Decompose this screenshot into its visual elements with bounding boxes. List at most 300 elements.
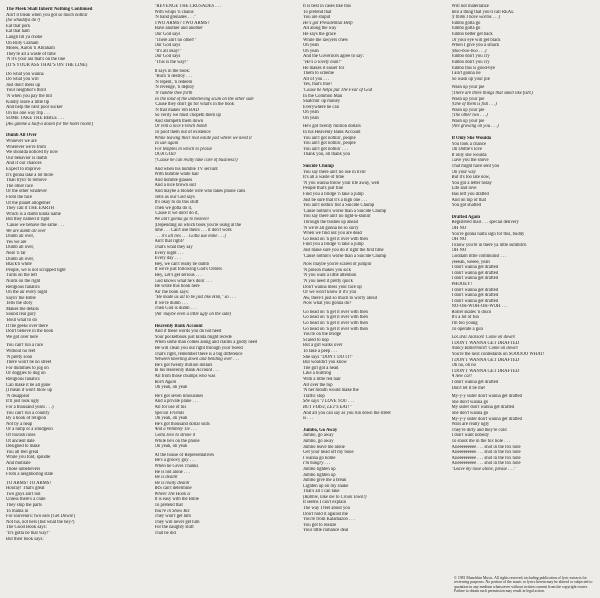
lyric-line: And humble glasses (154, 177, 193, 183)
lyric-line: They will never get him (154, 519, 200, 525)
lyric-line: The girl got a head (303, 365, 339, 371)
lyric-line: "This is the way!" (154, 59, 189, 65)
lyric-line: "He made us all to be just like Him," so . . . (154, 295, 236, 301)
song-title: Dumb All Over (6, 133, 37, 139)
lyric-line: between kneeling down and bending over . . . (154, 357, 240, 363)
lyric-line: You're gonna halfa sign for this, buddy (451, 231, 525, 237)
lyric-line: 'N that makes 'em BAD (154, 107, 199, 113)
lyric-line: 'N pretty soon (6, 354, 33, 360)
lyric-line: All for use of his (154, 404, 187, 410)
lyric-line: 'N when you pay the bill (6, 93, 53, 99)
lyric-line: While leaving their real estate just where we need it (154, 135, 252, 141)
lyric-line: Eat that pork (6, 23, 31, 29)
lyric-line: You're from Kalamazoo . . . (303, 517, 355, 523)
lyric-line: 'N we're all gonna be so sorry (303, 225, 359, 231)
lyric-line: While he's on the phone (154, 438, 200, 444)
lyric-line: For souvenirs: two ears (Get Down!) (6, 514, 76, 520)
lyric-line: IRS can't determine (154, 486, 192, 492)
lyric-line: Hey, we can't really be dumb (154, 261, 209, 267)
lyric-line: He's got thousand dollar suits (154, 421, 210, 427)
lyric-line: And a private plane . . . (154, 399, 199, 405)
lyric-line: It seems I can't explain (303, 500, 347, 506)
lyric-line: "It's all okay!" (154, 48, 182, 54)
lyric-line: Just don't mess up (6, 82, 41, 88)
lyric-line: Will not materialize (451, 4, 489, 9)
lyric-line: Near 'n far (6, 250, 26, 256)
lyric-line: And if these words you do not heed (154, 329, 222, 335)
lyric-line: That's what they say (154, 244, 193, 250)
lyric-line: You ain't got nothin', people (303, 141, 356, 147)
lyric-line: Like a bullfrog (303, 371, 332, 377)
lyric-line: 'Cause we behave the same . . . (6, 222, 65, 228)
lyric-line: ('Cause he can really take care of business!) (154, 158, 238, 164)
lyric-line: Eat that ham (6, 29, 30, 35)
lyric-line: He's got seven limousines (154, 393, 204, 399)
lyric-line: Sound real gory (6, 312, 36, 318)
lyric-line: Oh yeah (303, 115, 319, 121)
lyric-line: OH NO (451, 225, 467, 231)
lyric-line: An' the book says: (154, 289, 190, 295)
lyric-line: You say there ain't no use in livin' (303, 169, 367, 175)
lyric-column-3 (303, 4, 446, 598)
lyric-line: That might have sent you (451, 164, 500, 170)
lyric-line: To mama in (6, 508, 29, 514)
lyric-line: Go head on 'n get it over with then (303, 321, 368, 327)
lyric-line: Moses, Aaron 'n Abraham (6, 46, 55, 52)
lyric-line: Tells us our God says (154, 194, 195, 200)
lyric-line: That's right, remember there is a big difference (154, 351, 243, 357)
lyric-line: Registered mail . . . special delivery (451, 220, 519, 226)
lyric-line: When he Gives Thanks (154, 463, 199, 469)
lyric-line: It'll just look ugly (6, 399, 40, 405)
lyric-line: Life and love (451, 186, 477, 192)
lyric-line: People, we is not scrapped tight (6, 267, 66, 273)
lyric-line: Scared to hop (303, 337, 329, 343)
lyric-line: Jumbo don't you cry (451, 59, 490, 65)
lyric-line: And on top of that (451, 197, 486, 203)
lyric-line: He makes it easier for (303, 65, 345, 71)
lyric-line: Jumbo gotta go (451, 26, 481, 32)
lyric-line: LoCaVa Jackson! Come on down! (451, 335, 516, 341)
lyric-line: It says in the book: (154, 68, 191, 74)
lyric-line: SOME TAKE THE BIBLE . . . (6, 116, 65, 122)
lyric-line: We shoulda noticed by now (6, 150, 58, 156)
lyric-line: BUT FIRST, LET'S EAT!" (303, 404, 352, 410)
lyric-line: A new car! (451, 374, 472, 380)
lyric-line: Unless there's a crate (6, 497, 46, 503)
lyric-line: 'N you wanna throw your life away, well (303, 180, 380, 186)
lyric-line: With whips 'n chains (154, 9, 194, 15)
lyric-line: Wash up your pie (451, 107, 485, 113)
lyric-line: At the house of Representatives (154, 452, 215, 458)
lyric-line: Makes the details (6, 306, 39, 312)
lyric-line: Or the other whatever (6, 189, 47, 195)
lyric-line: But wouldn't you know (303, 360, 347, 366)
lyric-line: Roller skates 'n disco (451, 309, 492, 315)
lyric-line: PHOOEY! (451, 281, 473, 287)
lyric-line: yeeeah, weeee, yeah (451, 259, 490, 265)
lyric-line: (I mean it won't blow up (6, 388, 53, 394)
lyric-line: For the naughty stuff (154, 525, 194, 531)
lyric-line: You can't run a country (6, 410, 50, 416)
lyric-line: OH NO (451, 237, 467, 243)
lyric-line: Gotta love to stroke it (154, 432, 196, 438)
lyric-line: My-y-y sister don't wanna get drafted (451, 416, 522, 422)
song-title: Drafted Again (451, 214, 481, 220)
lyric-line: Into a thing that you'd call REAL (451, 9, 515, 15)
lyric-line: 'N it's your ass that's on the line (6, 57, 66, 63)
lyric-line: Snatchin' up money (303, 99, 341, 105)
lyric-line: (Are growing on you . . .) (451, 124, 499, 130)
lyric-line: Aiieeeeeeeee . . . shot in the fox hole (451, 461, 521, 467)
lyric-line: Don't believe in the book (6, 329, 54, 335)
lyric-line: (There are three things that smell like fish!) (451, 90, 533, 96)
lyric-line: Now maybe you're scared of jumpin' (303, 262, 372, 268)
lyric-line: time . . . Can't use theirs . . . it don't work (154, 228, 232, 234)
lyric-line: She don't wanna go (451, 410, 489, 416)
lyric-line: I don't want nobody (451, 433, 489, 439)
lyric-line: Jumbo lighten up (303, 472, 336, 478)
lyric-line: She says "I LOVE YOU . . . (303, 399, 355, 405)
stanza-break (303, 158, 446, 161)
lyric-line: For dummies to jog on (6, 365, 49, 371)
lyric-line: All over the top (303, 382, 333, 388)
lyric-line: 'Bout what to do (6, 318, 37, 324)
lyric-line: Through the bushes up ahead (303, 219, 358, 225)
lyric-line: I don't wanna get drafted (451, 270, 499, 276)
lyric-line: Every day . . . (154, 256, 181, 262)
lyric-line: Jumbo leave me alone (303, 444, 345, 450)
lyric-line: I don't wanna get drafted (451, 380, 499, 385)
lyric-line: Our God says (154, 54, 181, 60)
lyric-line: But their book says: (6, 536, 44, 542)
lyric-line: While you fold, spindle (6, 455, 51, 461)
lyric-line: You're on the bridge (303, 332, 341, 338)
lyric-line: We got over here (6, 334, 39, 340)
song-title: The Meek Shall Inherit Nothing Continued (6, 7, 93, 12)
lyric-line: 'N you need it pretty quick (303, 278, 353, 284)
lyric-line: NO-OH-WOH-OH-WOH . . . (451, 304, 508, 310)
lyric-line: Wars are really ugly (451, 422, 490, 428)
lyric-line: Go head on 'n get it over with then (303, 326, 368, 332)
lyric-line: Our behavior is dumb (6, 155, 48, 161)
lyric-line: People that's just fine (303, 186, 344, 192)
lyric-line: I DON'T WANNA GET DRAFTED (451, 368, 520, 374)
lyric-line: Religious fanatics (6, 377, 40, 382)
lyric-line: If we're dumb . . . (154, 300, 188, 306)
lyric-line: When I give you a smack (451, 43, 500, 49)
lyric-line: Don't hold it against me (303, 511, 348, 517)
lyric-line: I don't wanna get drafted (451, 276, 499, 282)
lyric-line: So verily we must chopeth them up (154, 113, 221, 119)
lyric-line: I'm hungry . . . (303, 461, 331, 467)
lyric-line: Jumbo don't you cry (451, 54, 490, 60)
lyric-line: If the geeks over there (6, 323, 48, 329)
lyric-line: We ain't gonna go to heaven! (154, 216, 210, 222)
lyric-line: 'N revenge, 'n deploy (154, 85, 195, 91)
lyric-line: You're in Show Biz (154, 508, 190, 514)
stanza-break (155, 318, 298, 321)
lyric-line: OUR GOD (154, 152, 176, 158)
lyric-line: She don't wanna go (451, 399, 489, 405)
lyric-line: Jumbo, go away (303, 438, 334, 444)
lyric-line: Don't let it be me! (451, 385, 486, 391)
lyric-line: Jumbo this is good-bye (451, 65, 496, 71)
lyric-line: 'N poison makes you sick (303, 267, 351, 273)
lyric-line: Do what you will (6, 77, 39, 83)
lyric-line: On Billy Graham (6, 40, 39, 46)
lyric-line: When some man comes along and claims a godly need (154, 340, 258, 346)
lyric-line: Find you a bridge 'n take a jump (303, 192, 364, 197)
lyric-line: "There ain't no other!" (154, 37, 197, 43)
lyric-line: In his Heavenly Bank Account (303, 130, 361, 136)
lyric-line: Our God says (154, 31, 181, 37)
lyric-line: Go head on 'n get it over with then (303, 236, 368, 242)
lyric-line: Black'n white (6, 262, 32, 268)
lyric-line: Or rent a nice French bomb (154, 124, 207, 130)
lyric-line: Nancy Baltermiclt! Come on down! (451, 346, 519, 352)
lyric-line: They're all a waste of time (6, 51, 56, 57)
lyric-line: Oh yeah, oh yeah (154, 416, 188, 422)
lyric-line: Sayin' the Bible (6, 295, 36, 301)
lyric-line: Yes we are (6, 239, 27, 245)
lyric-line: Dumb all over, (6, 234, 35, 240)
lyric-line: Jumbo, go away (303, 433, 334, 439)
lyric-line: Tells the story (6, 301, 33, 307)
lyric-line: Or your eye will get black (451, 37, 501, 43)
lyric-line: I don't wanna get drafted (451, 265, 499, 271)
lyric-line: You're the next contestants on SOOOOO WHAT! (451, 352, 545, 358)
lyric-line: Find you a bridge 'n take a jump (303, 242, 364, 248)
lyric-line: Wherever we're from (6, 144, 46, 150)
lyric-column-2 (155, 4, 298, 598)
lyric-line: I don't wanna get drafted (451, 298, 499, 304)
lyric-line: But it's too late now, (451, 175, 490, 181)
lyric-line: Your neighbor's thrill (6, 88, 46, 94)
lyric-line: And maybe a blonde wife who takes phone calls (154, 189, 246, 194)
lyric-line: In the Common Man (303, 93, 343, 99)
song-title: Jumbo, Go Away (303, 427, 338, 433)
lyric-line: Goddam little communist . . . (451, 253, 507, 259)
lyric-line: You ain't nothin' but a Suicide Chump (303, 203, 375, 209)
lyric-line: Not his, not hers (but what the hey?) (6, 519, 75, 525)
lyric-line: Or doggies to dog on (6, 371, 46, 377)
lyric-line: He is not alone . . . (154, 469, 190, 475)
lyric-line: Traffic stop (303, 393, 325, 399)
lyric-line: But a girl walks over (303, 343, 343, 349)
lyric-line: My sister don't wanna get drafted (451, 405, 515, 411)
lyric-line: Just make sure you do it right the first time (303, 247, 384, 253)
lyric-line: Get your head off my bone (303, 450, 354, 456)
lyric-line: Of the planet altogether (6, 200, 51, 206)
lyric-line: Your pocketbook just kinda might recede (154, 334, 232, 340)
lyric-line: He's got Presidential Help (303, 20, 353, 26)
lyric-line: (The other two . . .) (451, 113, 488, 119)
lyric-line: On his one way trip . . . (6, 110, 51, 116)
lyric-line: Two guys ain't but (6, 491, 41, 497)
lyric-line: From the face (6, 195, 33, 200)
lyric-line: While the lawyers chew (303, 37, 349, 43)
lyric-line: The way I feel about you (303, 506, 350, 512)
lyric-line: Your little romance deal (303, 528, 349, 534)
lyric-line: 'N repent, 'n redeem (154, 79, 193, 85)
lyric-line: By a book of religion (6, 416, 47, 422)
lyric-line: Ain't it bleak when you got so much nothin' (6, 12, 88, 18)
lyric-line: Hey, Let's get serious . . . (154, 272, 202, 278)
lyric-line: He says the grace (303, 31, 336, 37)
lyric-line: You got a letter today (451, 180, 492, 186)
lyric-line: I'm too young (451, 321, 478, 327)
stanza-break (6, 127, 149, 130)
lyric-line: Everywhere he can (303, 104, 339, 110)
lyric-line: 'Cause nothin's worse than a Suicide Chump (303, 208, 387, 214)
lyric-line: For a thousand years . . .) (6, 404, 54, 410)
lyric-line: Aiieeeeeeeee . . . shot in the fox hole (451, 444, 521, 450)
lyric-line: Have another and another (154, 26, 203, 32)
lyric-line: Than tryin' to remove (6, 178, 47, 184)
lyric-line: Turds on the left (6, 273, 37, 279)
lyric-line: (I think I have worms . . .) (451, 15, 501, 21)
lyric-line: When we find out you are dead (303, 231, 362, 237)
lyric-line: You can't run a race (6, 343, 44, 349)
lyric-line: You got shafted (451, 203, 481, 209)
lyric-line: Born Again (154, 379, 177, 385)
lyric-line: And stompeth them down (154, 118, 204, 124)
lyric-line: Whoever we are (6, 139, 37, 145)
lyric-line: My-y-y sister don't wanna get drafted (451, 394, 522, 400)
lyric-line: . . . it's all lies . . . Gotta use mine . . .) (154, 233, 226, 239)
lyric-line: Jumbo better get back (451, 31, 493, 37)
lyric-line: He will clean you out right through your tweed (154, 346, 243, 352)
lyric-line: The Good Book says: (6, 525, 47, 531)
lyric-line: Oh yeah (303, 43, 319, 49)
lyric-line: Religious fanatics (6, 284, 40, 290)
lyric-line: It's a lot of fun (451, 315, 479, 321)
lyric-line: TWO ARMS? TWO ARMS? (154, 20, 210, 26)
lyric-line: 'N hand grenades . . ." (154, 15, 196, 21)
lyric-line: Go head on 'n get it over with then (303, 315, 368, 321)
lyric-line: And help the next poor sucker (6, 105, 63, 111)
lyric-line: And mutilate (6, 460, 31, 466)
lyric-line: They call it THE EARTH (6, 206, 55, 212)
lyric-line: (An' maybe even a little ugly on the side) (154, 312, 231, 318)
lyric-line: I DON'T WANNA GET DRAFTED (451, 357, 520, 363)
lyric-line: And when his humble TV servant (154, 166, 218, 172)
lyric-line: You say there ain't no light-n-shinin' (303, 214, 372, 220)
lyric-line: I ain't gonna lie (451, 71, 481, 77)
lyric-column-4 (452, 4, 595, 598)
song-title: Heavenly Bank Account (154, 323, 203, 329)
lyric-line: He's got twenty million dollars (303, 124, 361, 130)
lyric-line: Jumbo gotta go (451, 20, 481, 26)
lyric-line: Lighten up on my snake (303, 483, 349, 489)
lyric-line: I DON'T WANNA GET DRAFTED (451, 340, 520, 346)
lyric-line: Thank you, oh thank you (303, 152, 350, 158)
lyric-line: "Burn 'n destroy . . . (154, 74, 193, 80)
stanza-break (303, 422, 446, 425)
lyric-line: He is really dealin' (154, 480, 191, 486)
lyric-line: Our God says (154, 43, 181, 49)
lyric-line: I know you're in there ya little sumbitch (451, 242, 527, 248)
lyric-line: I wanna go home (303, 455, 336, 461)
lyric-line: Hooray! That's great (6, 486, 45, 492)
lyric-line: If we're just following God's Orders (154, 267, 222, 273)
lyric-line: Oh no, oh no (451, 363, 476, 369)
lyric-line: To pretend that (154, 503, 183, 509)
lyric-line: 'Cause he helps put The Fear of God (303, 87, 373, 93)
lyric-line: 'N her mouth would make the (303, 388, 359, 394)
lyric-line: You all feel great (6, 449, 39, 455)
lyric-line: On Dottie's love (451, 147, 483, 153)
lyric-line: To use again (154, 141, 179, 147)
lyric-line: Those unbelievers (6, 466, 41, 472)
lyric-line: We are dumb all over (6, 228, 47, 234)
lyric-line: Which is a dumb kinda name (6, 211, 61, 217)
lyric-line: "REVENGE THE CRUSADES . . . (154, 4, 222, 9)
lyric-line: Oh yeah, oh yeah (154, 385, 188, 391)
lyric-line: To poof them out of existence (154, 130, 211, 136)
lyric-line: Ain't that right? (154, 239, 184, 245)
lyric-line: You are stupid (303, 15, 331, 21)
lyric-line: Yes, that's true! (303, 82, 332, 88)
lyric-line: Aiieeeeeeeee . . . shot in the fox hole (451, 455, 521, 461)
lyric-line: Where The Hook is (154, 491, 191, 497)
lyric-line: (Aw gimme a half-a dozen for the hotel room!) (6, 121, 94, 127)
lyric-line: Of foolish rules (6, 432, 36, 438)
lyric-line: Then God is dumb . . . (154, 306, 197, 312)
lyric-line: It's okay to do this stuff (154, 200, 199, 206)
lyric-line: OH NO (451, 248, 467, 254)
lyric-line: On the air every night (6, 290, 48, 296)
lyric-line: Jumbo lighten up (303, 466, 336, 472)
lyric-columns (6, 4, 594, 598)
lyric-line: You ain't got nothin', people (303, 135, 356, 141)
lyric-line: And if our chances (6, 161, 42, 167)
lyric-column-1 (6, 4, 149, 598)
lyric-line: Can make it be all gone (6, 382, 51, 388)
lyric-line: Do what you wanna (6, 71, 44, 77)
lyric-line: I don't wanna get drafted (451, 287, 499, 293)
lyric-line: And a nice brown suit (154, 183, 196, 189)
lyric-line: It is easy with the Bible (154, 497, 199, 503)
lyric-line: And the Governors agree to say: (303, 54, 364, 60)
lyric-line: That's all I can take (303, 489, 340, 495)
lyric-line: is . . . (303, 416, 314, 422)
lyric-line: The other race (6, 183, 34, 189)
lyric-line: Wash up your pie (451, 85, 485, 91)
lyric-line: Oh yeah (303, 110, 319, 116)
lyric-line: That he did (154, 531, 176, 537)
stanza-break (452, 209, 595, 212)
lyric-line: Go head on 'n get it over with then (303, 309, 368, 315)
lyric-line: 'N rumble thee forth (154, 90, 193, 96)
lyric-line: And a Wimbley Tie . . . (154, 427, 197, 433)
lyric-line: Nurds on the right (6, 278, 41, 284)
lyric-line: All from those chumps who was (154, 374, 216, 379)
lyric-line: They're dirty and they're cold (451, 427, 507, 433)
lyric-line: Designed to make (6, 444, 40, 450)
lyric-line: Expect to improve (6, 167, 41, 173)
lyric-line: They ship the parts (6, 503, 42, 509)
lyric-line: There won't be no street (6, 360, 52, 366)
lyric-line: She says "DON'T DO IT!" (303, 354, 354, 360)
lyric-line: On your way (451, 169, 476, 175)
lyric-line: 'Cause nothin's worse than a Suicide Chump (303, 253, 387, 259)
lyric-line: They won't get him (154, 514, 191, 520)
lyric-line: He's got twenty million dollars (154, 362, 213, 368)
lyric-line: To the land of the unbelieving scum on the other side (154, 96, 254, 102)
lyric-line: Has left you drafted (451, 192, 489, 197)
